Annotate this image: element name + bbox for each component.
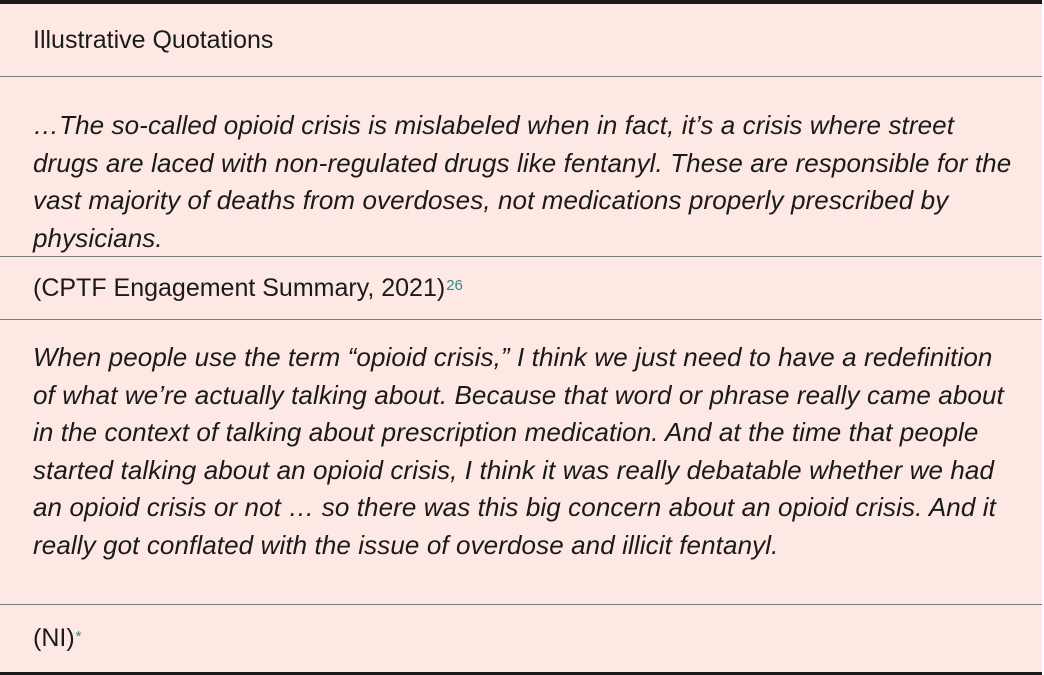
quote-text-2: When people use the term “opioid crisis,” I think we just need to have a redefinition of what we’re actually talking about. Because that word or phrase really came about in the context of talking about prescription medication. And at the time that people started talking about an opioid crisis, I think it was really debatable whether we had an opioid crisis or not … so there was this big concern about an opioid crisis. And it really got conflated with the issue of overdose and illicit fentanyl. <box>33 342 1004 560</box>
source-row-2: (NI) * <box>33 624 82 652</box>
quote-row-1 <box>0 77 1042 257</box>
quote-text-1: …The so-called opioid crisis is mislabeled when in fact, it’s a crisis where street drugs are laced with non-regulated drugs like fentanyl. These are responsible for the vast majority of deaths from overdoses, not medications properly prescribed by physicians. <box>33 110 1012 253</box>
table-header <box>0 4 1042 77</box>
quote-row-2 <box>0 320 1042 605</box>
source-row-1: (CPTF Engagement Summary, 2021) 26 <box>0 257 1042 320</box>
source-text-2: (NI) <box>33 624 75 652</box>
source-text-1: (CPTF Engagement Summary, 2021) <box>33 273 446 302</box>
table-header-label: Illustrative Quotations <box>33 25 274 54</box>
